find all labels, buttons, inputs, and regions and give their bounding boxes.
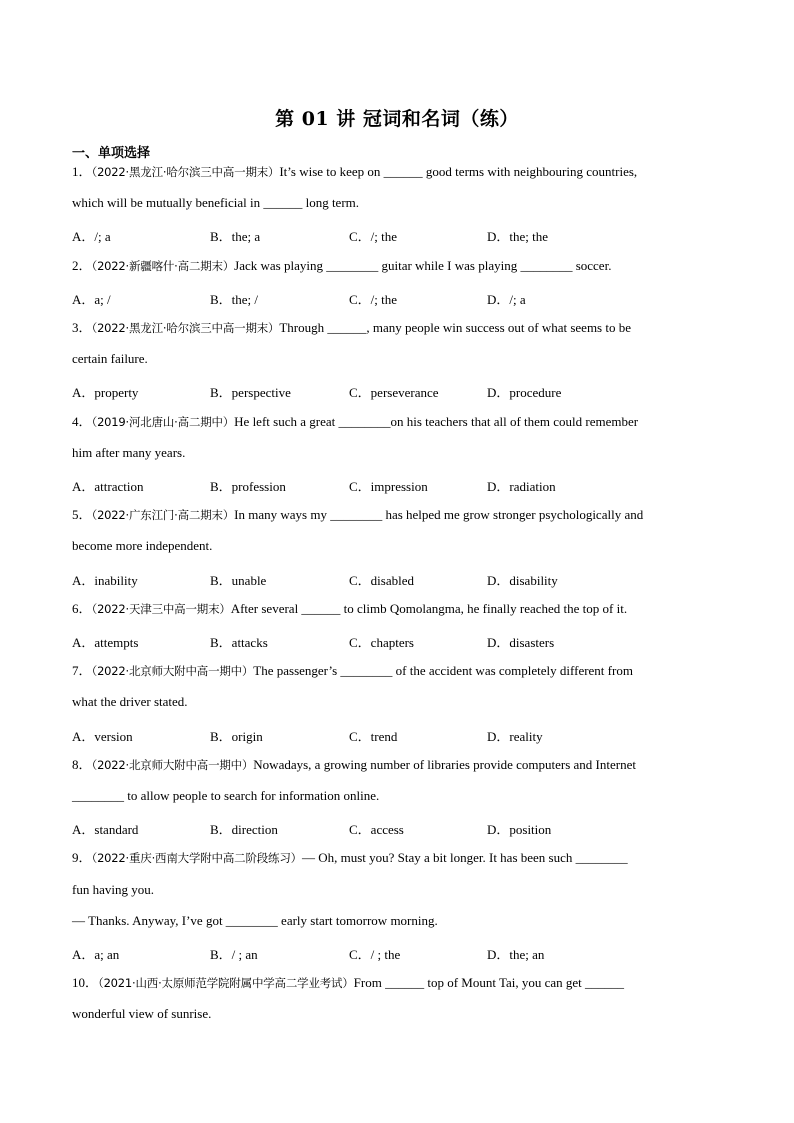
question-source: （2022·北京师大附中高一期中） <box>91 757 254 772</box>
question-line <box>72 538 722 554</box>
answer-option: A．property <box>72 385 139 401</box>
question-source: （2022·黑龙江·哈尔滨三中高一期末） <box>91 165 280 179</box>
question-number: 1． <box>72 164 92 179</box>
question-line <box>72 757 722 773</box>
question-line <box>72 507 722 523</box>
answer-option: A．a; / <box>72 291 111 307</box>
answer-option: C．/; the <box>349 291 398 307</box>
answer-option: A．attraction <box>72 479 144 494</box>
question-text: The passenger’s ________ of the accident was completely different from <box>253 663 633 679</box>
question-line <box>72 913 722 929</box>
answer-option: A．standard <box>72 822 139 838</box>
answer-option: D．reality <box>487 728 543 744</box>
question-line <box>72 1006 722 1022</box>
answer-option: D．radiation <box>487 479 556 494</box>
question-source: （2022·天津三中高一期末） <box>91 601 231 616</box>
question-line <box>72 788 722 804</box>
question-source: （2021·山西·太原师范学院附属中学高二学业考试） <box>98 976 354 991</box>
question-text: become more independent. <box>72 538 213 554</box>
question-line <box>72 663 722 679</box>
question-text: In many ways my ________ has helped me grow stronger psychologically and <box>234 507 644 523</box>
question-text: certain failure. <box>72 351 148 367</box>
answer-option: C．access <box>349 822 404 838</box>
question-text: — Thanks. Anyway, I’ve got ________ early start tomorrow morning. <box>72 912 438 928</box>
question-number: 3． <box>72 320 92 335</box>
question-text: him after many years. <box>72 444 186 460</box>
question-number: 5． <box>72 507 92 523</box>
question-number: 7． <box>72 663 92 679</box>
question-number: 10． <box>72 975 99 991</box>
answer-option: B．direction <box>210 822 278 838</box>
answer-option: A．version <box>72 728 133 744</box>
answer-option: A．/; a <box>72 229 111 245</box>
section-heading: 一、单项选择 <box>72 146 151 161</box>
answer-option: A．attempts <box>72 635 139 650</box>
answer-option: D．/; a <box>487 291 526 307</box>
question-number: 9． <box>72 850 92 866</box>
answer-option: B．unable <box>210 572 267 588</box>
answer-option: A．a; an <box>72 947 120 962</box>
question-number: 2． <box>72 257 92 273</box>
answer-option: C．perseverance <box>349 385 439 401</box>
answer-option: C．/ ; the <box>349 947 401 962</box>
question-source: （2022·新疆喀什·高二期末） <box>91 258 235 273</box>
answer-option: D．disasters <box>487 635 555 650</box>
question-source: （2022·黑龙江·哈尔滨三中高一期末） <box>91 321 280 335</box>
question-line <box>72 351 722 367</box>
question-line <box>72 975 722 991</box>
question-text: what the driver stated. <box>72 694 188 710</box>
answer-option: C．impression <box>349 479 428 494</box>
question-text: It’s wise to keep on ______ good terms with neighbouring countries, <box>279 164 638 179</box>
question-line <box>72 882 722 898</box>
question-source: （2022·北京师大附中高一期中） <box>91 664 254 679</box>
question-line <box>72 258 722 274</box>
question-number: 4． <box>72 413 92 429</box>
question-source: （2019·河北唐山·高二期中） <box>91 414 235 429</box>
answer-option: C．chapters <box>349 635 414 650</box>
question-text: ________ to allow people to search for information online. <box>72 788 380 803</box>
answer-option: C．disabled <box>349 572 414 588</box>
question-text: Nowadays, a growing number of libraries provide computers and Internet <box>253 756 636 772</box>
question-text: fun having you. <box>72 881 154 897</box>
question-number: 8． <box>72 756 92 772</box>
question-line <box>72 320 722 336</box>
question-source: （2022·广东江门·高二期末） <box>91 508 235 523</box>
answer-option: D．position <box>487 822 552 838</box>
answer-option: A．inability <box>72 572 138 588</box>
answer-option: D．the; an <box>487 947 545 962</box>
answer-option: D．procedure <box>487 385 562 401</box>
question-text: which will be mutually beneficial in ______ long term. <box>72 195 360 211</box>
answer-option: B．profession <box>210 479 286 494</box>
answer-option: B．the; a <box>210 229 261 245</box>
question-line <box>72 850 722 866</box>
question-text: Jack was playing ________ guitar while I was playing ________ soccer. <box>234 257 612 273</box>
answer-option: D．disability <box>487 572 558 588</box>
question-text: — Oh, must you? Stay a bit longer. It has been such ________ <box>301 850 628 866</box>
answer-option: B．/ ; an <box>210 947 258 962</box>
question-line <box>72 414 722 430</box>
answer-option: C．/; the <box>349 229 398 245</box>
question-line <box>72 445 722 461</box>
question-line <box>72 694 722 710</box>
answer-option: B．origin <box>210 728 263 744</box>
question-text: After several ______ to climb Qomolangma, he finally reached the top of it. <box>230 600 628 616</box>
answer-option: D．the; the <box>487 229 549 245</box>
question-line <box>72 164 722 180</box>
question-text: Through ______, many people win success out of what seems to be <box>279 320 631 335</box>
question-number: 6． <box>72 600 92 616</box>
question-text: He left such a great ________on his teachers that all of them could remember <box>234 413 639 429</box>
question-line <box>72 601 722 617</box>
page-title: 第 01 讲 冠词和名词（练） <box>275 108 519 130</box>
question-line <box>72 195 722 211</box>
question-text: wonderful view of sunrise. <box>72 1006 212 1022</box>
question-source: （2022·重庆·西南大学附中高二阶段练习） <box>91 851 302 866</box>
answer-option: B．attacks <box>210 635 268 650</box>
answer-option: B．perspective <box>210 385 291 401</box>
answer-option: B．the; / <box>210 291 259 307</box>
answer-option: C．trend <box>349 728 398 744</box>
question-text: From ______ top of Mount Tai, you can get ______ <box>353 975 625 991</box>
